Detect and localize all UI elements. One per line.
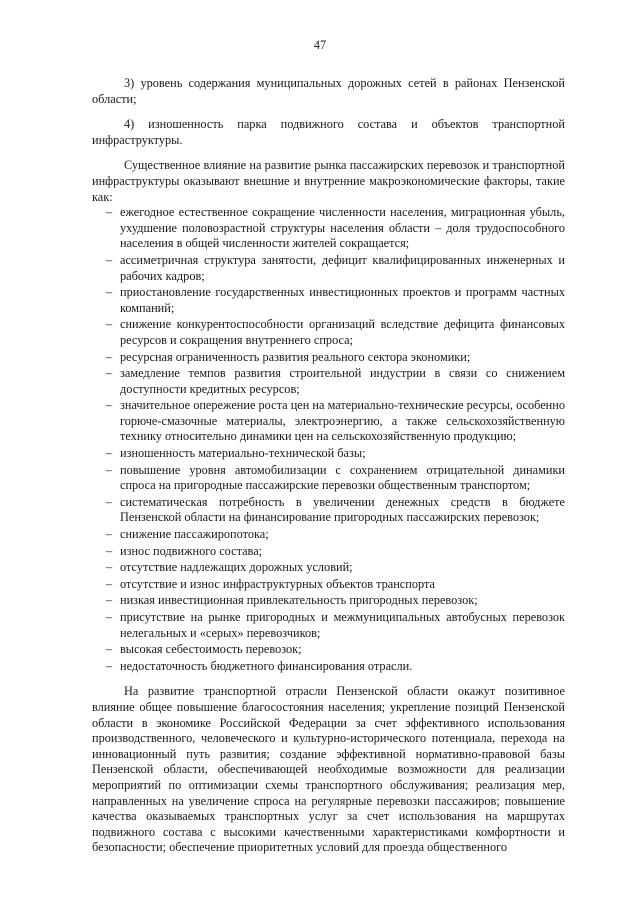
list-item: – отсутствие и износ инфраструктурных объектов транспорта: [106, 576, 435, 591]
dash-marker: –: [106, 642, 113, 657]
list-item: – ежегодное естественное сокращение численности населения, миграционная убыль, ухудшение половозрастной структуры населения области – доля трудоспособного населения в общей численности жителей сокращается;: [106, 205, 565, 251]
dash-marker: –: [106, 543, 113, 558]
list-item: – присутствие на рынке пригородных и межмуниципальных автобусных перевозок нелегальных и «серых» перевозчиков;: [106, 610, 565, 640]
dash-marker: –: [106, 462, 113, 477]
dash-marker: –: [106, 285, 113, 300]
document-body: [92, 76, 565, 866]
paragraph-item-3: 3) уровень содержания муниципальных дорожных сетей в районах Пензенской области;: [92, 76, 565, 106]
list-item: – ресурсная ограниченность развития реального сектора экономики;: [106, 349, 471, 364]
dash-marker: –: [106, 593, 113, 608]
dash-marker: –: [106, 658, 113, 673]
dash-marker: –: [106, 349, 113, 364]
list-item: – значительное опережение роста цен на материально-технические ресурсы, особенно горюче-смазочные материалы, электроэнергию, а также сельскохозяйственную технику относительно динамики цен на сельскохозяйственную продукцию;: [106, 398, 565, 444]
list-item: – отсутствие надлежащих дорожных условий;: [106, 560, 353, 575]
paragraph-item-4: 4) изношенность парка подвижного состава и объектов транспортной инфраструктуры.: [92, 117, 565, 147]
list-item: – снижение конкурентоспособности организаций вследствие дефицита финансовых ресурсов и сокращения внутреннего спроса;: [106, 317, 565, 347]
dash-marker: –: [106, 494, 113, 509]
dash-marker: –: [106, 317, 113, 332]
dash-marker: –: [106, 252, 113, 267]
list-item: – повышение уровня автомобилизации с сохранением отрицательной динамики спроса на пригородные пассажирские перевозки общественным транспортом;: [106, 462, 565, 493]
list-item: – изношенность материально-технической базы;: [106, 446, 366, 461]
list-item: – снижение пассажиропотока;: [106, 527, 269, 542]
list-item: – недостаточность бюджетного финансирования отрасли.: [106, 658, 413, 673]
list-item: – систематическая потребность в увеличении денежных средств в бюджете Пензенской области на финансирование пригородных пассажирских перевозок;: [106, 494, 565, 525]
paragraph-factors-intro: Существенное влияние на развитие рынка пассажирских перевозок и транспортной инфраструктуры оказывают внешние и внутренние макроэкономические факторы, такие как:: [92, 158, 565, 204]
dash-marker: –: [106, 446, 113, 461]
list-item: – приостановление государственных инвестиционных проектов и программ частных компаний;: [106, 285, 565, 315]
factors-list: [92, 205, 565, 674]
dash-marker: –: [106, 560, 113, 575]
list-item: – низкая инвестиционная привлекательность пригородных перевозок;: [106, 593, 478, 608]
page-number: 47: [313, 38, 327, 52]
list-item: – износ подвижного состава;: [106, 543, 263, 558]
list-item: – ассиметричная структура занятости, дефицит квалифицированных инженерных и рабочих кадров;: [106, 252, 565, 283]
list-item: – высокая себестоимость перевозок;: [106, 642, 302, 657]
dash-marker: –: [106, 610, 113, 624]
dash-marker: –: [106, 366, 113, 381]
paragraph-positive-influence: На развитие транспортной отрасли Пензенской области окажут позитивное влияние общее повышение благосостояния населения; укрепление позиций Пензенской области в экономике Российской Федерации за счет эффективного использования производственного, человеческого и культурно-исторического потенциала, перехода на инновационный путь развития; создание эффективной нормативно-правовой базы Пензенской области, обеспечивающей необходимые возможности для реализации мероприятий по оптимизации схемы транспортного обслуживания; реализация мер, направленных на увеличение спроса на регулярные перевозки пассажиров; повышение качества оказываемых транспортных услуг за счет использования на маршрутах подвижного состава с высокими качественными характеристиками комфортности и безопасности; обеспечение приоритетных условий для проезда общественного: [92, 684, 565, 855]
dash-marker: –: [106, 205, 113, 220]
dash-marker: –: [106, 398, 113, 413]
list-item: – замедление темпов развития строительной индустрии в связи со снижением доступности кредитных ресурсов;: [106, 366, 565, 396]
dash-marker: –: [106, 527, 113, 542]
dash-marker: –: [106, 576, 113, 591]
